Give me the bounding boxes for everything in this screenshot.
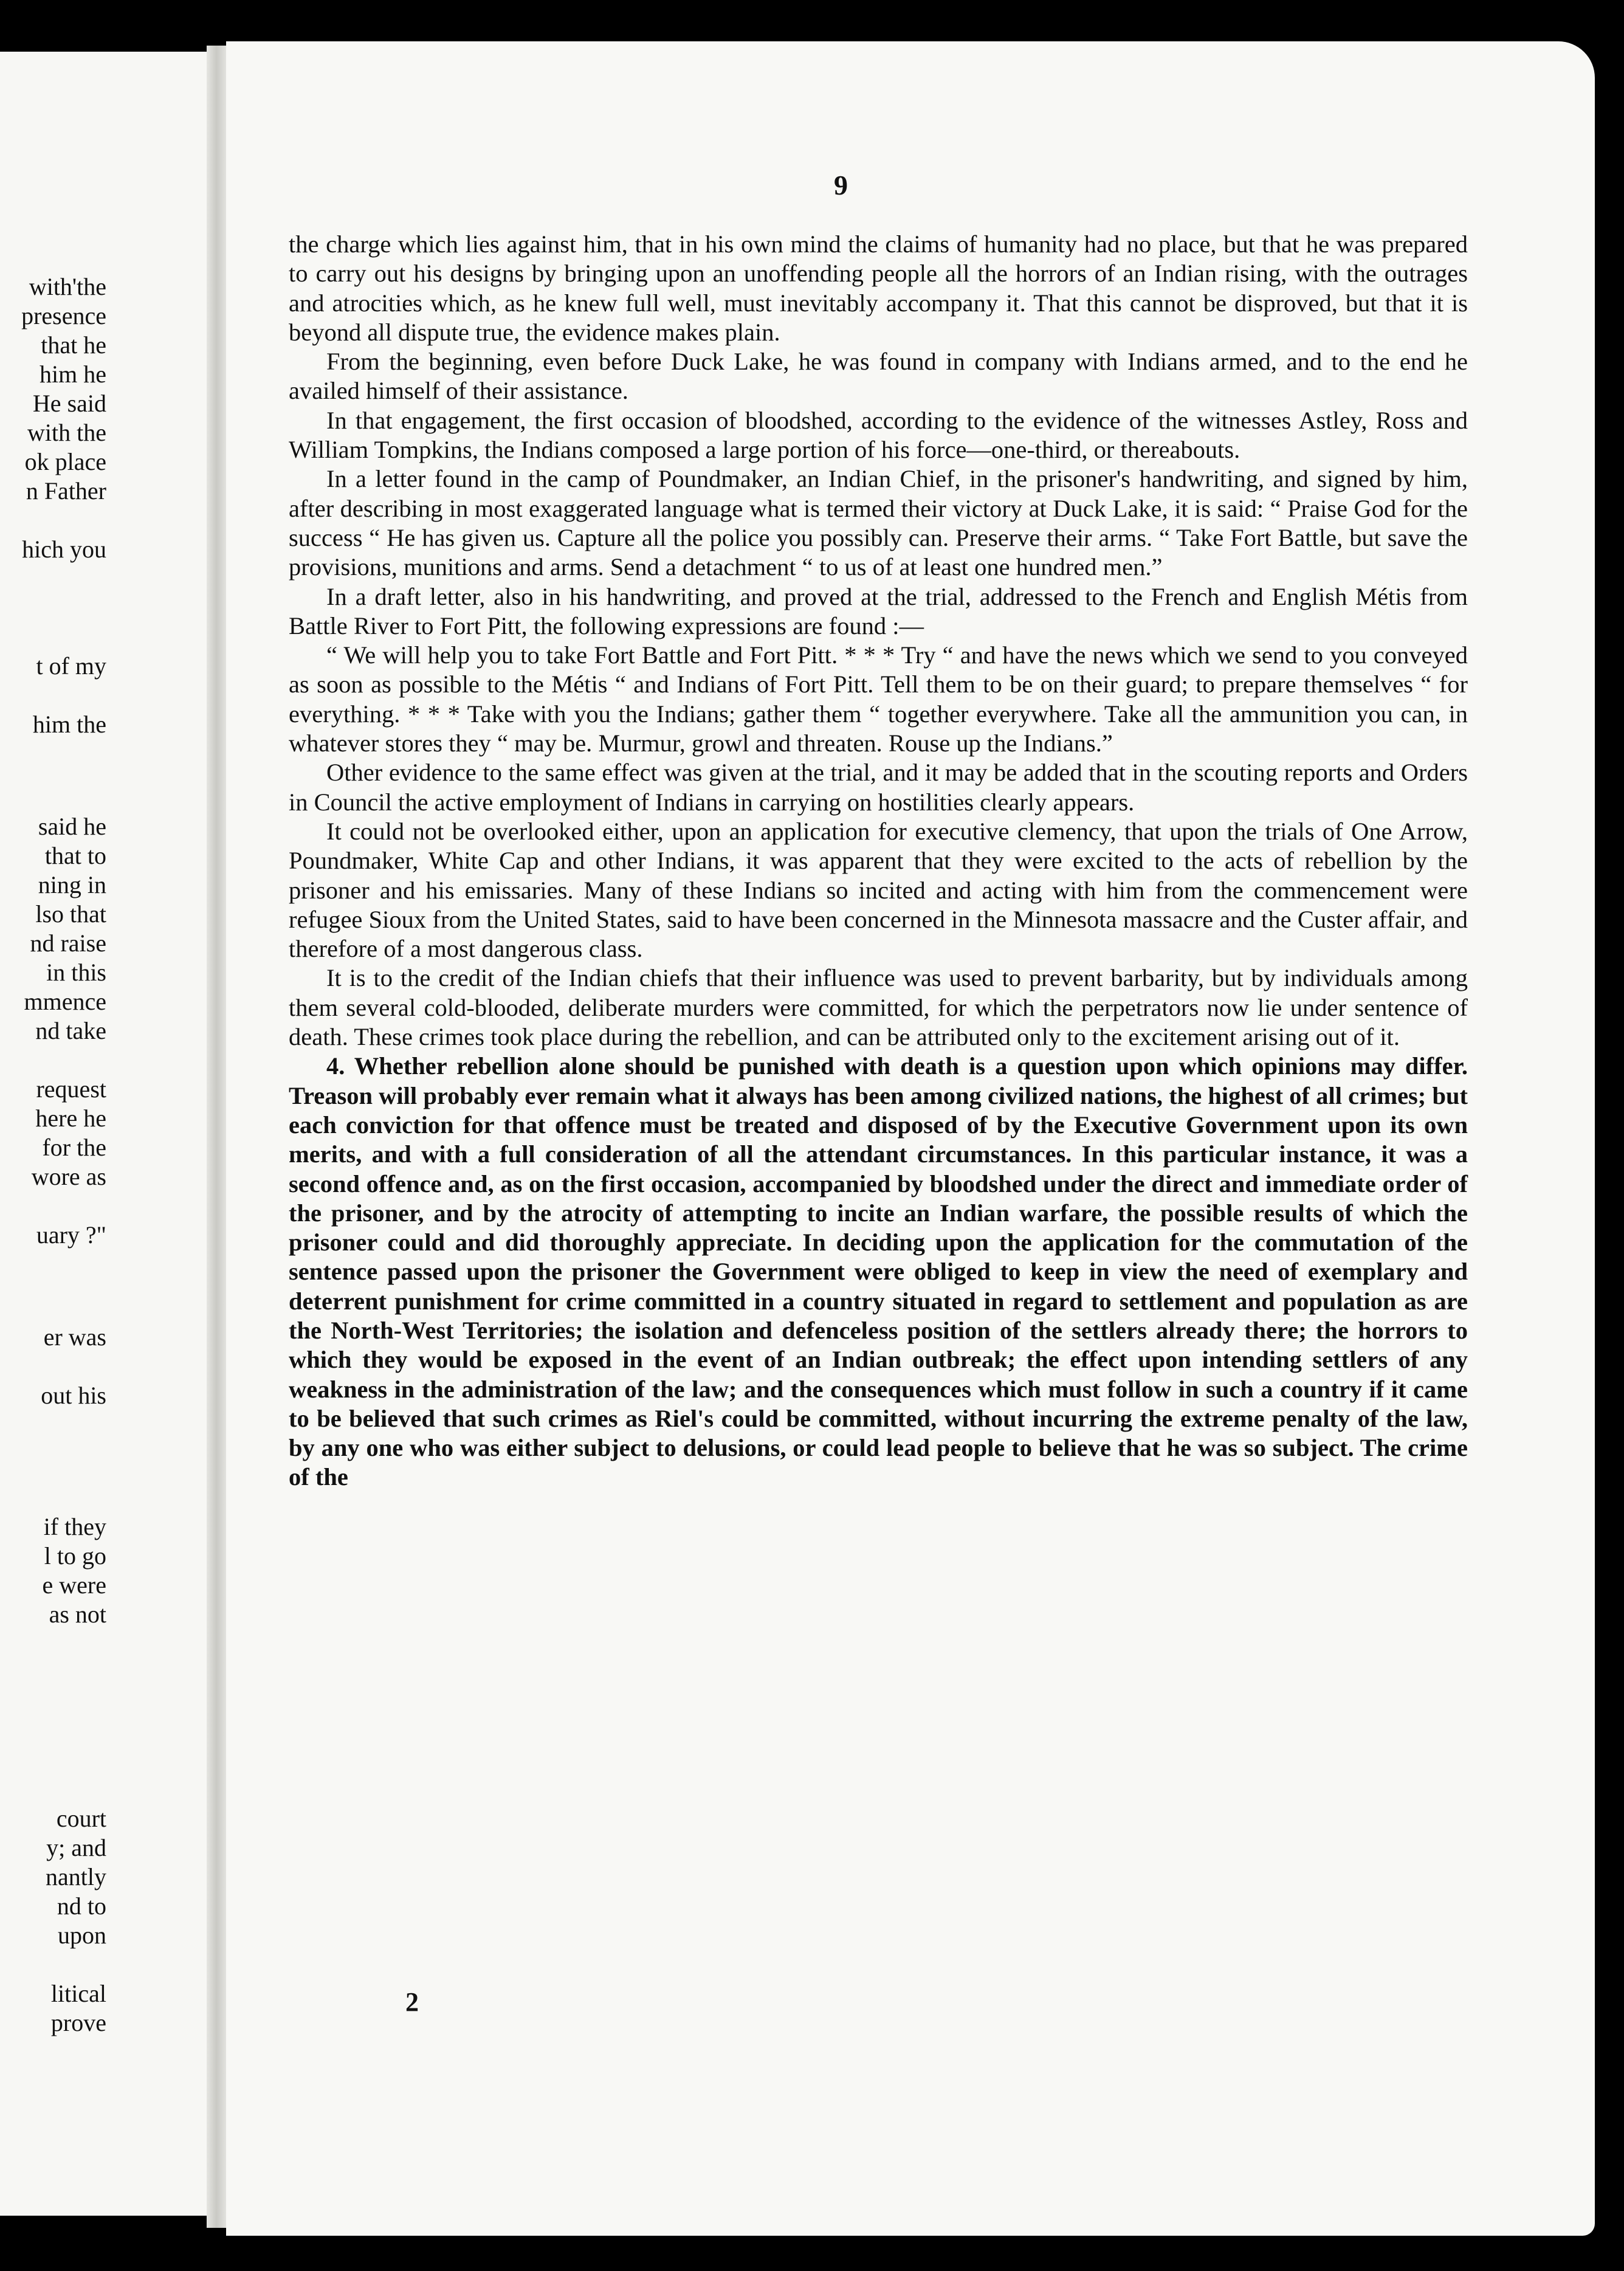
left-page-fragment: ning in xyxy=(38,871,106,898)
paragraph: From the beginning, even before Duck Lake, he was found in company with Indians armed, and to the end he availed himself of their assistance. xyxy=(289,348,1468,405)
left-page-fragment: that to xyxy=(44,842,106,869)
left-page-fragment: him the xyxy=(32,711,106,738)
left-page-fragment: lso that xyxy=(35,900,106,928)
right-page xyxy=(226,41,1595,2236)
left-page xyxy=(0,52,213,2216)
left-page-fragment: said he xyxy=(38,813,106,840)
left-page-fragment: with the xyxy=(27,419,106,446)
left-page-fragment: nd raise xyxy=(30,929,106,957)
paragraph-number: 4. xyxy=(326,1052,345,1080)
left-page-fragment: He said xyxy=(32,390,106,417)
left-page-fragment: in this xyxy=(46,959,106,986)
paragraph: It could not be overlooked either, upon an application for executive clemency, that upon the trials of One Arrow, Poundmaker, White Cap and other Indians, it was apparent that they were excited to the acts of rebellion by the prisoner and his emissaries. Many of these Indians so incited and acting with him from the commencement were refugee Sioux from the United States, said to have been concerned in the Minnesota massacre and the Custer affair, and therefore of a most dangerous class. xyxy=(289,817,1468,963)
left-page-fragment: here he xyxy=(35,1104,106,1132)
left-page-fragment: upon xyxy=(58,1921,106,1949)
left-page-fragment: t of my xyxy=(36,652,106,680)
quoted-letter: “ We will help you to take Fort Battle and Fort Pitt. * * * Try “ and have the news which we send to you conveyed as soon as possible to the Métis “ and Indians of Fort Pitt. Tell them to be on their guard; to prepare themselves “ for everything. * * * Take with you the Indians; gather them “ together everywhere. Take all the ammunition you can, in whatever stores they “ may be. Murmur, growl and threaten. Rouse up the Indians.” xyxy=(289,641,1468,757)
left-page-fragment: if they xyxy=(43,1513,106,1540)
left-page-fragment: nantly xyxy=(46,1863,106,1890)
left-page-fragment: request xyxy=(36,1075,106,1103)
left-page-fragment: e were xyxy=(42,1571,106,1599)
left-page-fragment: litical xyxy=(50,1980,106,2007)
body-text xyxy=(289,230,1468,1492)
left-page-fragment: er was xyxy=(43,1323,106,1351)
paragraph: In a draft letter, also in his handwriting, and proved at the trial, addressed to the French and English Métis from Battle River to Fort Pitt, the following expressions are found :— xyxy=(289,582,1468,639)
left-page-fragment: out his xyxy=(41,1382,106,1409)
left-page-fragment: wore as xyxy=(31,1163,106,1190)
left-page-fragment: court xyxy=(56,1805,106,1832)
left-page-fragment: mmence xyxy=(24,988,106,1015)
left-page-fragment: ok place xyxy=(24,448,106,475)
paragraph-body: Whether rebellion alone should be punished with death is a question upon which opinions may differ. Treason will probably ever remain what it always has been among civilized nations, the highest of all crimes; but each conviction for that offence must be treated and disposed of by the Executive Government upon its own merits, and with a full consideration of all the attendant circumstances. In this particular instance, it was a second offence and, as on the first occasion, accompanied by bloodshed under the direct and immediate order of the prisoner, and by the atrocity of attempting to incite an Indian warfare, the possible results of which the prisoner could and did thoroughly appreciate. In deciding upon the application for the commutation of the sentence passed upon the prisoner the Government were obliged to keep in view the need of exemplary and deterrent punishment for crime committed in a country situated in regard to settlement and population as are the North-West Territories; the isolation and defenceless position of the settlers already there; the horrors to which they would be exposed in the event of an Indian outbreak; the effect upon intending settlers of any weakness in the administration of the law; and the consequences which must follow in such a country if it came to be believed that such crimes as Riel's could be committed, without incurring the extreme penalty of the law, by any one who was either subject to delusions, or could lead people to believe that he was so subject. The crime of the xyxy=(289,1052,1468,1491)
paragraph: In a letter found in the camp of Poundmaker, an Indian Chief, in the prisoner's handwriting, and signed by him, after describing in most exaggerated language what is termed their victory at Duck Lake, it is said: “ Praise God for the success “ He has given us. Capture all the police you possibly can. Preserve their arms. “ Take Fort Battle, but save the provisions, munitions and arms. Send a detachment “ to us of at least one hundred men.” xyxy=(289,465,1468,581)
page-number: 9 xyxy=(834,170,848,201)
left-page-fragment: for the xyxy=(42,1134,106,1161)
left-page-fragment: nd take xyxy=(35,1017,106,1044)
left-page-fragment: as not xyxy=(49,1601,106,1628)
paragraph: Other evidence to the same effect was given at the trial, and it may be added that in the scouting reports and Orders in Council the active employment of Indians in carrying on hostilities clearly appears. xyxy=(289,759,1468,816)
left-page-fragment: prove xyxy=(50,2009,106,2036)
left-page-fragment: nd to xyxy=(57,1892,106,1920)
left-page-fragment: uary ?" xyxy=(36,1221,106,1249)
left-page-fragment: n Father xyxy=(26,477,106,505)
paragraph: It is to the credit of the Indian chiefs that their influence was used to prevent barbarity, but by individuals among them several cold-blooded, deliberate murders were committed, for which the perpetrators now lie under sentence of death. These crimes took place during the rebellion, and can be attributed only to the excitement arising out of it. xyxy=(289,964,1468,1051)
signature-mark: 2 xyxy=(405,1987,419,2017)
left-page-fragment: with'the xyxy=(29,273,106,300)
left-page-fragment: l to go xyxy=(44,1542,106,1570)
left-page-fragment: that he xyxy=(41,331,106,359)
paragraph: the charge which lies against him, that in his own mind the claims of humanity had no place, but that he was prepared to carry out his designs by bringing upon an unoffending people all the horrors of an Indian rising, with the outrages and atrocities which, as he knew full well, must inevitably accompany it. That this cannot be disproved, but that it is beyond all dispute true, the evidence makes plain. xyxy=(289,230,1468,346)
left-page-fragment: hich you xyxy=(22,536,106,563)
numbered-paragraph xyxy=(289,1052,1468,1492)
paragraph: In that engagement, the first occasion of bloodshed, according to the evidence of the witnesses Astley, Ross and William Tompkins, the Indians composed a large portion of his force—one-third, or thereabouts. xyxy=(289,406,1468,464)
left-page-fragment: presence xyxy=(21,302,106,329)
left-page-fragment: y; and xyxy=(46,1834,106,1861)
left-page-fragment: him he xyxy=(40,360,106,388)
